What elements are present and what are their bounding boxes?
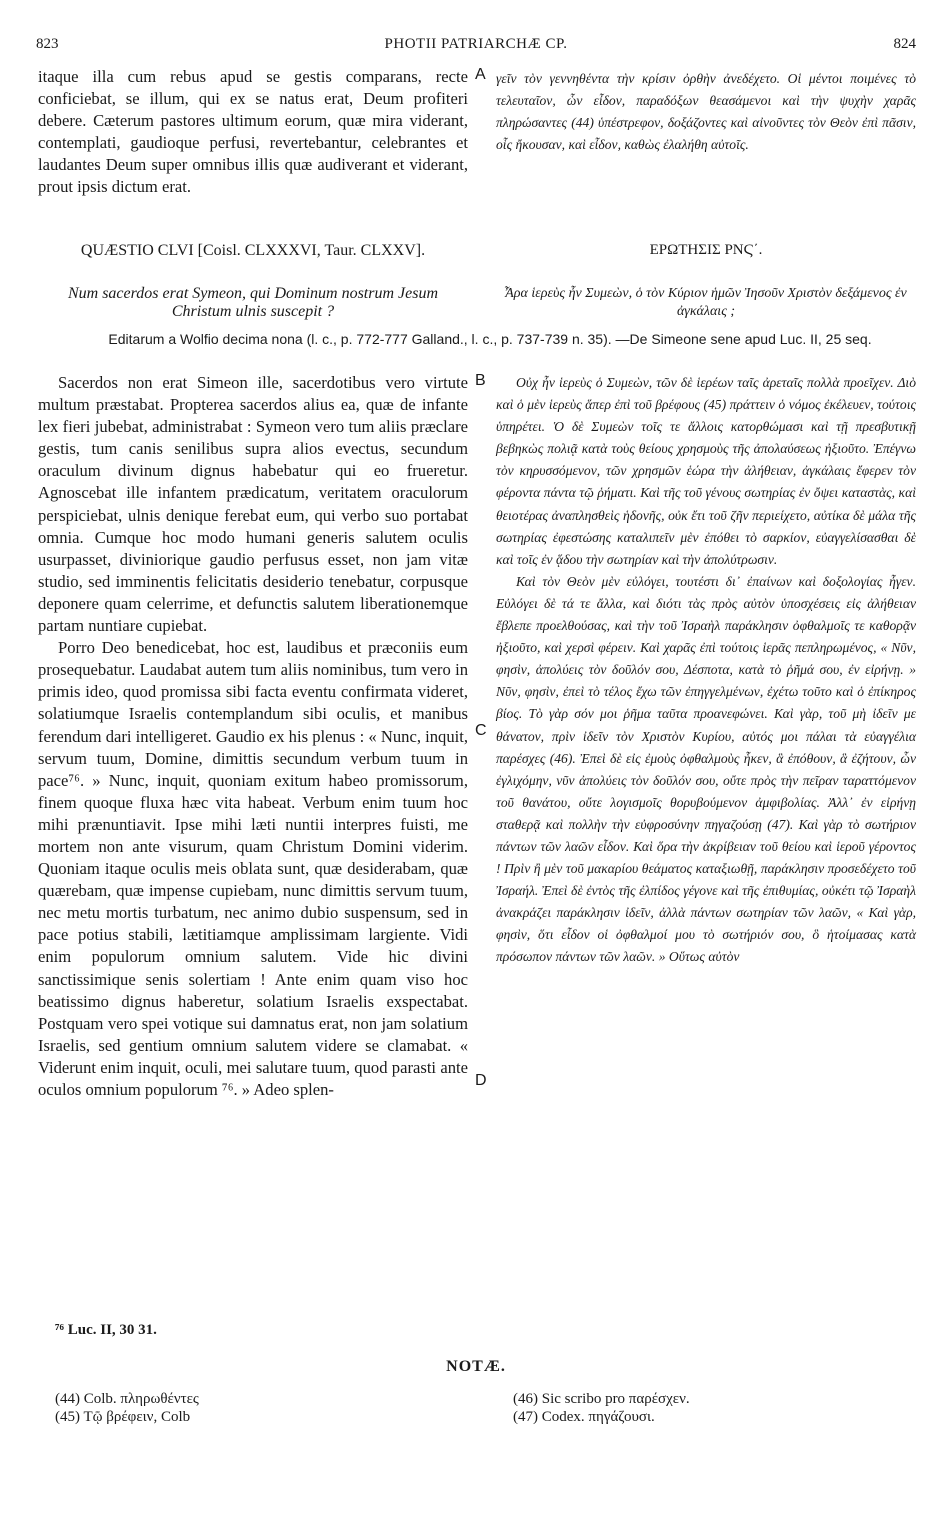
greek-column-main	[496, 372, 916, 1312]
notes-right	[513, 1390, 690, 1426]
footnote: ⁷⁶ Luc. II, 30 31.	[55, 1322, 157, 1338]
page-header	[36, 36, 916, 58]
margin-marker-b: B	[475, 372, 486, 389]
latin-column-top	[38, 66, 468, 236]
editorial-note: Editarum a Wolfio decima nona (l. c., p. 772-777 Galland., l. c., p. 737-739 n. 35). —De Simeone sene apud Luc. II, 25 seq.	[108, 331, 872, 347]
note-46: (46) Sic scribo pro παρέσχεν.	[513, 1391, 690, 1407]
latin-column-main	[38, 372, 468, 1312]
margin-marker-a: A	[475, 66, 486, 83]
note-47: (47) Codex. πηγάζουσι.	[513, 1409, 655, 1425]
greek-paragraph: γεῖν τὸν γεννηθέντα τὴν κρίσιν ὀρθὴν ἀνεδέχετο. Οἱ μέντοι ποιμένες τὸ τελευταῖον, ὧν εἶδον, παραδόξων θεασάμενοι καὶ τὴν ψυχὴν χαρᾶς πληρώσαντες (44) ὑπέστρεφον, δοξάζοντες καὶ αἰνοῦντες τὸν Θεὸν ἐπὶ πᾶσιν, οἷς ἤκουσαν, καὶ εἶδον, καθὼς ἐλαλήθη αὐτοῖς.	[496, 71, 916, 153]
greek-column-top	[496, 68, 916, 208]
question-subtitle-greek: Ἆρα ἱερεὺς ἦν Συμεὼν, ὁ τὸν Κύριον ἡμῶν Ἰησοῦν Χριστὸν δεξάμενος ἐν ἀγκάλαις ;	[505, 286, 907, 319]
page-number-left: 823	[36, 36, 59, 52]
margin-marker-d: D	[475, 1072, 487, 1089]
note-45: (45) Τῷ βρέφειν, Colb	[55, 1409, 191, 1425]
latin-paragraph: Sacerdos non erat Simeon ille, sacerdotibus vero virtute multum præstabat. Propterea sacerdos alius ea, quæ de infante lex fieri jubebat, administrabat : Symeon vero tum aliis præclare gestis, tum canis senilibus supra alios evectus, secundum oraculum divinum dignus habebatur qui eo frueretur. Agnoscebat ille infantem prædicatum, veritatem oraculorum perspiciebat, ulnis denique ferebat eum, qui verbo suo portabat omnia. Cumque hoc modo humani generis salutem oculis usurpasset, diviniorique gaudio perfusus esset, non jam vitæ studio, sed imminentis felicitatis desiderio tenebatur, corpusque deponere quam celerrime, et defunctis salutem liberationemque partam nuntiare cupiebat.	[38, 373, 468, 636]
greek-paragraph: Οὐχ ἦν ἱερεὺς ὁ Συμεὼν, τῶν δὲ ἱερέων ταῖς ἀρεταῖς πολλὰ προεῖχεν. Διὸ καὶ ὁ μὲν ἱερεὺς ἅπερ ἐπὶ τοῦ βρέφους (45) πράττειν ὁ νόμος ἐκέλευεν, τούτοις ὑπηρέτει. Ὁ δὲ Συμεὼν τοῖς τε ἄλλοις κατορθώμασι καὶ τῇ πρεσβυτικῇ βεβηκὼς πολιᾷ κατὰ τοὺς θείους χρησμοὺς τῆς ἀπολαύσεως ἠξιοῦτο. Ἐπέγνω τὸν κηρυσσόμενον, τῶν χρησμῶν ἑώρα τὴν ἀλήθειαν, ἀγκάλαις ἔφερεν τὸν φέροντα πάντα τῷ ῥήματι. Καὶ τῆς τοῦ γένους σωτηρίας ἐν ὄψει καταστὰς, καὶ θειοτέρας ἀναπλησθεὶς ἡδονῆς, οὐκ ἔτι τοῦ ζῆν περιείχετο, αὐτίκα δὲ μάλα τῆς σωτηρίας ἐφεστώσης καταλιπεῖν μὲν ἐπόθει τὸ σαρκίον, εὐαγγελίσασθαι δὲ καὶ τοῖς ἐν ᾅδου τὴν σωτηρίαν καὶ τὴν ἀπολύτρωσιν.	[496, 375, 916, 567]
question-title-latin: QUÆSTIO CLVI [Coisl. CLXXXVI, Taur. CLXXV].	[80, 242, 426, 259]
question-title-greek: ΕΡΩΤΗΣΙΣ ΡΝϚ΄.	[649, 242, 763, 258]
margin-marker-c: C	[475, 722, 487, 739]
running-title: PHOTII PATRIARCHÆ CP.	[384, 36, 568, 52]
note-44: (44) Colb. πληρωθέντες	[55, 1391, 199, 1407]
question-subtitle-latin: Num sacerdos erat Symeon, qui Dominum nostrum Jesum Christum ulnis suscepit ?	[67, 285, 439, 320]
latin-paragraph: Porro Deo benedicebat, hoc est, laudibus et præconiis eum prosequebatur. Laudabat autem tum aliis nominibus, tum vero in primis ideo, quod promissa sibi facta eventu confirmata videret, solatiumque Israelis contemplandum sibi oculis, et manibus ferendum dari intelligeret. Gaudio ex his plenus : « Nunc, inquit, servum tuum, Domine, dimittis secundum verbum tuum in pace⁷⁶. » Nunc, inquit, quoniam exitum habeo promissorum, finem quoque fluxa hæc vita habeat. Verbum enim tuum hoc mihi prænuntiavit. Ipse mihi læti nuntii interpres fuisti, me mortem non ante visurum, quam Christum Domini viderim. Quoniam itaque oculis meis oblata sunt, quæ desiderabam, quæ quærebam, quæ impense cupiebam, nunc dimittis servum tuum, nec metu mortis turbatum, nec animo dubio suspensum, sed in pace potius stabili, lætitiamque amplissimam largiente. Vidi enim populorum omnium salutem. Vide hic divini sanctissimique senis solertiam ! Ante enim quam viso hoc beatissimo dignus haberetur, solatium Israelis exspectabat. Postquam vero spei votique sui damnatus erat, non jam solatium Israelis, sed gentium omnium salutem videre se clamabat. « Viderunt enim inquit, oculi, mei salutare tuum, quod parasti ante oculos omnium populorum ⁷⁶. » Adeo splen-	[38, 638, 468, 1099]
notes-left	[55, 1390, 199, 1426]
latin-paragraph: itaque illa cum rebus apud se gestis comparans, recte conficiebat, se illum, qui ex se natus erat, Deum profiteri debere. Cæterum pastores ultimum eorum, quæ mira viderant, contemplati, gaudioque perfusi, revertebantur, celebrantes et laudantes Deum super omnibus illis quæ audiverant et viderant, prout ipsis dictum erat.	[38, 67, 468, 197]
notes-heading: NOTÆ.	[446, 1358, 506, 1375]
page-number-right: 824	[893, 36, 916, 52]
greek-paragraph: Καὶ τὸν Θεὸν μὲν εὐλόγει, τουτέστι δι᾿ ἐπαίνων καὶ δοξολογίας ἦγεν. Εὐλόγει δὲ τά τε ἄλλα, καὶ διότι τὰς πρὸς αὐτὸν ὑποσχέσεις εἰς ἀλήθειαν ἔβλεπε προελθούσας, καὶ τὴν τοῦ Ἰσραὴλ παράκλησιν ὀφθαλμοῖς τε καθορᾷν ἠξιοῦτο, καὶ χερσὶ φέρειν. Καὶ χαρᾶς ἐπὶ τούτοις ἱερᾶς πεπληρωμένος, « Νῦν, φησὶν, ἀπολύεις τὸν δοῦλόν σου, Δέσποτα, κατὰ τὸ ῥῆμά σου, ἐν εἰρήνῃ. » Νῦν, φησὶν, ἐπεὶ τὸ τέλος ἔχω τῶν ἐπηγγελμένων, ἐχέτω τοῦτο καὶ ὁ ἐπίκηρος βίος. Τὸ γὰρ σόν μοι ῥῆμα ταῦτα προανεφώνει. Καὶ γὰρ, τοῦ μὴ ἰδεῖν με θάνατον, πρὶν ἰδεῖν τὸν Χριστὸν Κυρίου, αὐτός μοι πάλαι τὰ εὐαγγέλια παρέσχες (46). Ἐπεὶ δὲ εἰς ἐμοὺς ὀφθαλμοὺς ἧκεν, ἃ ἐπόθουν, ἃ ἐζήτουν, ὧν ἐγλιχόμην, νῦν ἀπολύεις τὸν δοῦλόν σου, οὔτε πρὸς τὴν πεῖραν ταραττόμενον τοῦ θανάτου, οὔτε λογισμοῖς θορυβούμενον ἀμφιβολίας. Ἀλλ᾿ ἐν εἰρήνῃ σταθερᾷ καὶ πολλὴν τὴν εὐφροσύνην πηγαζούσῃ (47). Καὶ γὰρ τὸ σωτήριον πάντων τῶν λαῶν εἶδον. Καὶ ὅρα τὴν ἀκρίβειαν τοῦ θείου καὶ ἱεροῦ γέροντος ! Πρὶν ἢ μὲν τοῦ μακαρίου θεάματος καταξιωθῇ, παράκλησιν προσεδέχετο τοῦ Ἰσραήλ. Ἐπεὶ δὲ ἐντὸς τῆς ἐλπίδος γέγονε καὶ τῆς ἐπιθυμίας, οὐκέτι τῷ Ἰσραὴλ ἀνακράζει παράκλησιν ἰδεῖν, ἀλλὰ πάντων σωτηρίαν τῶν λαῶν, « Καὶ γὰρ, φησὶν, ὅτι εἶδον οἱ ὀφθαλμοί μου τὸ σωτήριόν σου, ὃ ἡτοίμασας κατὰ πρόσωπον πάντων τῶν λαῶν. » Οὕτως αὐτὸν	[496, 573, 916, 965]
